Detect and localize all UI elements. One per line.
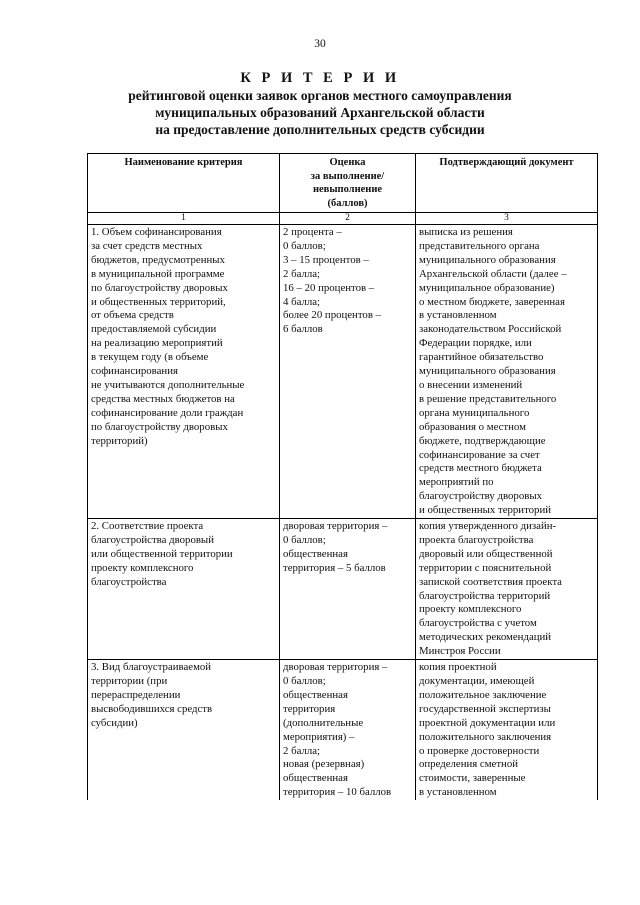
document-title: [40, 70, 600, 138]
table-row: [88, 660, 598, 801]
header-criterion: Наименование критерия: [88, 154, 280, 213]
criteria-table: [87, 153, 598, 800]
document-cell: копия утвержденного дизайн- проекта благоустройства дворовый или общественной территории с пояснительной запиской соответствия проекта благоустройства территорий проекту комплексного благоустройства с учетом методических рекомендаций Минстроя России: [416, 519, 598, 660]
header-document: Подтверждающий документ: [416, 154, 598, 213]
document-cell: копия проектной документации, имеющей положительное заключение государственной экспертизы проектной документации или положительного заключения о проверке достоверности определения сметной стоимости, заверенные в установленном: [416, 660, 598, 801]
page-number: 30: [314, 38, 326, 50]
column-number: 2: [280, 213, 416, 225]
table-row: [88, 225, 598, 519]
criterion-cell: 3. Вид благоустраиваемой территории (при перераспределении высвободившихся средств субсидии): [88, 660, 280, 801]
title-line-2: муниципальных образований Архангельской области: [155, 105, 485, 120]
column-number: 1: [88, 213, 280, 225]
title-line-3: на предоставление дополнительных средств субсидии: [155, 122, 485, 137]
table-row: [88, 519, 598, 660]
column-number: 3: [416, 213, 598, 225]
score-cell: дворовая территория – 0 баллов; общественная территория (дополнительные мероприятия) – 2 балла; новая (резервная) общественная территория – 10 баллов: [280, 660, 416, 801]
title-line-1: рейтинговой оценки заявок органов местного самоуправления: [128, 88, 512, 103]
document-cell: выписка из решения представительного органа муниципального образования Архангельской области (далее – муниципальное образование) о местном бюджете, заверенная в установленном законодательством Российской Федерации порядке, или гарантийное обязательство муниципального образования о внесении изменений в решение представительного органа муниципального образования о местном бюджете, подтверждающие софинансирование за счет средств местного бюджета мероприятий по благоустройству дворовых и общественных территорий: [416, 225, 598, 519]
criterion-cell: 1. Объем софинансирования за счет средств местных бюджетов, предусмотренных в муниципальной программе по благоустройству дворовых и общественных территорий, от объема средств предоставляемой субсидии на реализацию мероприятий в текущем году (в объеме софинансирования не учитываются дополнительные средства местных бюджетов на софинансирование доли граждан по благоустройству дворовых территорий): [88, 225, 280, 519]
score-cell: 2 процента – 0 баллов; 3 – 15 процентов – 2 балла; 16 – 20 процентов – 4 балла; более 20 процентов – 6 баллов: [280, 225, 416, 519]
column-number-row: [88, 213, 598, 225]
criterion-cell: 2. Соответствие проекта благоустройства дворовый или общественной территории проекту комплексного благоустройства: [88, 519, 280, 660]
table-header-row: [88, 154, 598, 213]
score-cell: дворовая территория – 0 баллов; общественная территория – 5 баллов: [280, 519, 416, 660]
title-main: К Р И Т Е Р И И: [240, 70, 400, 86]
header-score: Оценка за выполнение/ невыполнение (баллов): [280, 154, 416, 213]
